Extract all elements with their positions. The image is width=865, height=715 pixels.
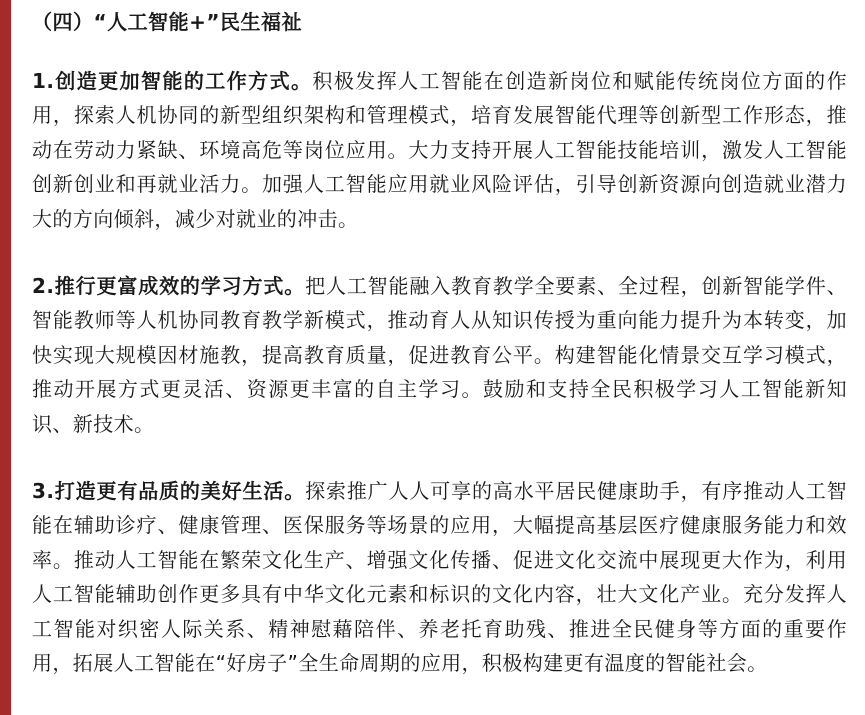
paragraph-3: [32, 474, 847, 680]
paragraph-3-title: 3.打造更有品质的美好生活。: [32, 479, 306, 504]
paragraph-1: [32, 64, 847, 236]
article-body: [32, 6, 847, 714]
paragraph-1-title: 1.创造更加智能的工作方式。: [32, 69, 313, 93]
section-title: （四）“人工智能+”民生福祉: [32, 10, 303, 34]
paragraph-2-text: 把人工智能融入教育教学全要素、全过程，创新智能学件、智能教师等人机协同教育教学新模式，推动育人从知识传授为重向能力提升为本转变，加快实现大规模因材施教，提高教育质量，促进教育公平。构建智能化情景交互学习模式，推动开展方式更灵活、资源更丰富的自主学习。鼓励和支持全民积极学习人工智能新知识、新技术。: [32, 274, 847, 436]
paragraph-3-text: 探索推广人人可享的高水平居民健康助手，有序推动人工智能在辅助诊疗、健康管理、医保服务等场景的应用，大幅提高基层医疗健康服务能力和效率。推动人工智能在繁荣文化生产、增强文化传播、促进文化交流中展现更大作为，利用人工智能辅助创作更多具有中华文化元素和标识的文化内容，壮大文化产业。充分发挥人工智能对织密人际关系、精神慰藉陪伴、养老托育助残、推进全民健身等方面的重要作用，拓展人工智能在“好房子”全生命周期的应用，积极构建更有温度的智能社会。: [32, 479, 847, 676]
paragraph-2: [32, 269, 847, 441]
left-accent-bar: [0, 0, 11, 715]
paragraph-1-text: 积极发挥人工智能在创造新岗位和赋能传统岗位方面的作用，探索人机协同的新型组织架构和管理模式，培育发展智能代理等创新型工作形态，推动在劳动力紧缺、环境高危等岗位应用。大力支持开展人工智能技能培训，激发人工智能创新创业和再就业活力。加强人工智能应用就业风险评估，引导创新资源向创造就业潜力大的方向倾斜，减少对就业的冲击。: [32, 69, 847, 231]
paragraph-2-title: 2.推行更富成效的学习方式。: [32, 274, 306, 299]
